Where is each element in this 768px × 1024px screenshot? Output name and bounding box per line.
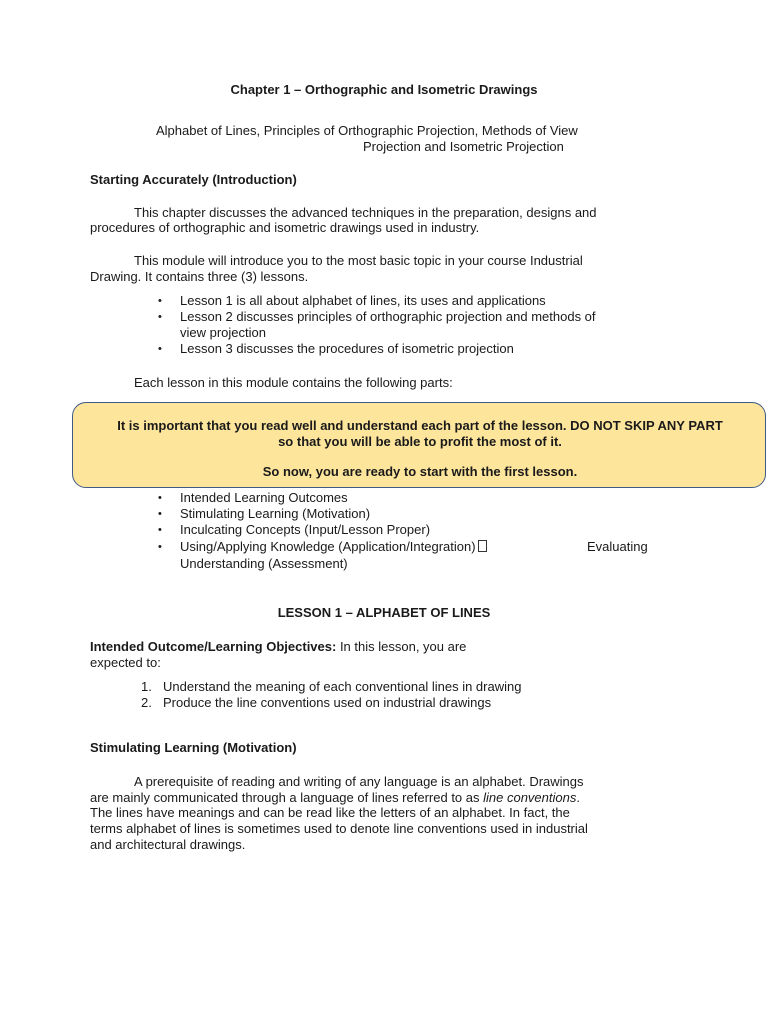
motivation-heading: Stimulating Learning (Motivation): [90, 740, 297, 755]
bullet-mark: •: [158, 524, 162, 536]
intro-para1-line1: This chapter discusses the advanced techniques in the preparation, designs and: [134, 205, 597, 220]
intro-para1-line2: procedures of orthographic and isometric drawings used in industry.: [90, 220, 480, 235]
intro-para2-line2: Drawing. It contains three (3) lessons.: [90, 269, 309, 284]
bullet-mark: •: [158, 311, 162, 323]
part-item-2: Stimulating Learning (Motivation): [180, 506, 371, 521]
motivation-line-2: [90, 790, 580, 806]
missing-glyph-icon: [478, 540, 487, 552]
part-item-4-evaluating: Evaluating: [587, 539, 648, 554]
objective-1: Understand the meaning of each conventional lines in drawing: [163, 679, 522, 694]
chapter-title: Chapter 1 – Orthographic and Isometric Drawings: [230, 82, 538, 97]
intro-para2-line1: This module will introduce you to the most basic topic in your course Industrial: [134, 253, 583, 268]
bullet-mark: •: [158, 492, 162, 504]
motivation-line-1: A prerequisite of reading and writing of any language is an alphabet. Drawings: [134, 774, 584, 789]
motivation-line-5: and architectural drawings.: [90, 837, 246, 852]
part-item-4: [180, 539, 487, 555]
part-item-4-text: Using/Applying Knowledge (Application/Integration): [180, 539, 476, 554]
important-callout: [72, 402, 766, 488]
objectives-intro: [90, 639, 466, 655]
intro-heading: Starting Accurately (Introduction): [90, 172, 297, 187]
bullet-mark: •: [158, 295, 162, 307]
motivation-line-2-text: are mainly communicated through a language of lines referred to as: [90, 790, 484, 805]
objectives-intro-rest: In this lesson, you are: [336, 639, 467, 654]
objectives-heading: Intended Outcome/Learning Objectives:: [90, 639, 337, 654]
lesson-item-1: Lesson 1 is all about alphabet of lines, its uses and applications: [180, 293, 546, 308]
part-item-4-cont: Understanding (Assessment): [180, 556, 348, 571]
lesson-item-2: Lesson 2 discusses principles of orthographic projection and methods of: [180, 309, 596, 324]
motivation-line-2-end: .: [576, 790, 580, 805]
callout-line-2: so that you will be able to profit the most of it.: [278, 434, 562, 449]
lesson1-title: LESSON 1 – ALPHABET OF LINES: [277, 605, 491, 620]
bullet-mark: •: [158, 343, 162, 355]
objective-2: Produce the line conventions used on industrial drawings: [163, 695, 492, 710]
lesson-item-2-cont: view projection: [180, 325, 266, 340]
bullet-mark: •: [158, 508, 162, 520]
motivation-line-4: terms alphabet of lines is sometimes used to denote line conventions used in industrial: [90, 821, 588, 836]
subtitle-line-1: Alphabet of Lines, Principles of Orthographic Projection, Methods of View: [156, 123, 578, 138]
lesson-item-3: Lesson 3 discusses the procedures of isometric projection: [180, 341, 514, 356]
bullet-mark: •: [158, 541, 162, 553]
callout-line-3: So now, you are ready to start with the first lesson.: [262, 464, 578, 479]
part-item-1: Intended Learning Outcomes: [180, 490, 348, 505]
motivation-line-3: The lines have meanings and can be read like the letters of an alphabet. In fact, the: [90, 805, 570, 820]
objectives-intro-line2: expected to:: [90, 655, 161, 670]
objective-number-2: 2.: [141, 695, 152, 710]
line-conventions-term: line conventions: [483, 790, 577, 805]
part-item-3: Inculcating Concepts (Input/Lesson Proper): [180, 522, 431, 537]
callout-line-1: It is important that you read well and understand each part of the lesson. DO NOT SKIP ANY PART: [117, 418, 723, 433]
parts-intro: Each lesson in this module contains the following parts:: [134, 375, 453, 390]
objective-number-1: 1.: [141, 679, 152, 694]
subtitle-line-2: Projection and Isometric Projection: [363, 139, 564, 154]
